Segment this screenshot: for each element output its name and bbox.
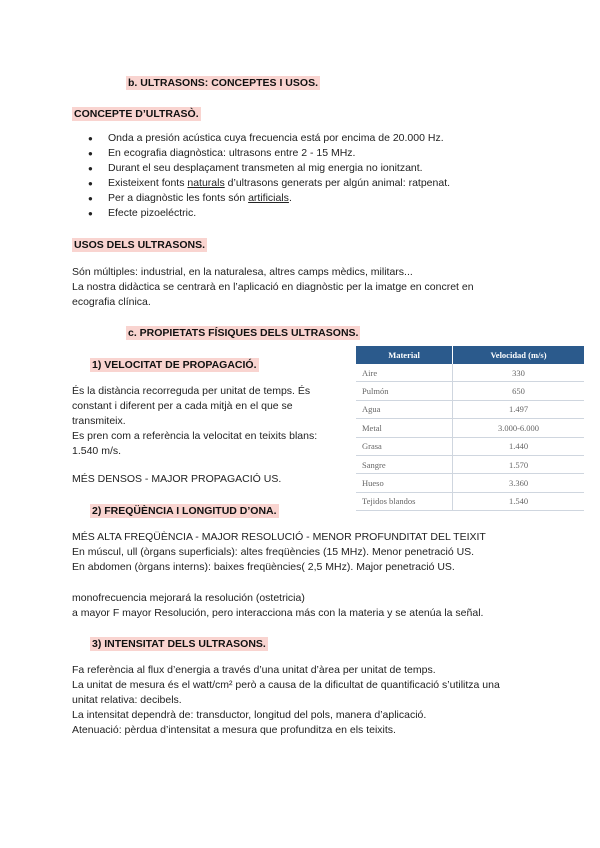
bullet-item — [72, 191, 552, 206]
table-header-row — [356, 346, 584, 364]
naturals-link[interactable]: naturals — [187, 177, 225, 189]
frequencia-line: En abdomen (òrgans interns): baixes freqüències( 2,5 MHz). Major penetració US. — [72, 561, 455, 573]
section-c-title — [126, 323, 360, 341]
bullet-text: . — [288, 192, 292, 204]
section-c-title-text: c. PROPIETATS FÍSIQUES DELS ULTRASONS. — [128, 327, 359, 339]
table-row — [356, 364, 584, 382]
bullet-item — [72, 176, 552, 191]
usos-paragraph — [72, 265, 542, 310]
velocitat-heading-text: 1) VELOCITAT DE PROPAGACIÓ. — [92, 359, 257, 371]
table-cell-material: Agua — [356, 400, 453, 418]
table-row — [356, 419, 584, 437]
table-cell-material: Hueso — [356, 474, 453, 492]
table-cell-material: Grasa — [356, 437, 453, 455]
usos-heading — [72, 235, 207, 253]
table-cell-velocity: 330 — [453, 364, 585, 382]
intensitat-line: unitat relativa: decibels. — [72, 694, 182, 706]
frequencia-line: En múscul, ull (òrgans superficials): altes freqüències (15 MHz). Menor penetració US. — [72, 546, 475, 558]
frequencia-line: MÉS ALTA FREQÜÈNCIA - MAJOR RESOLUCIÓ - MENOR PROFUNDITAT DEL TEIXIT — [72, 531, 486, 543]
table-cell-velocity: 1.570 — [453, 455, 585, 473]
usos-heading-text: USOS DELS ULTRASONS. — [74, 239, 206, 251]
bullet-text: Per a diagnòstic les fonts són — [108, 192, 249, 204]
table-cell-material: Metal — [356, 419, 453, 437]
bullet-text: Existeixent fonts — [108, 177, 188, 189]
table-cell-material: Aire — [356, 364, 453, 382]
intensitat-line: Fa referència al flux d’energia a través d’una unitat d’àrea per unitat de temps. — [72, 664, 436, 676]
table-cell-material: Pulmón — [356, 382, 453, 400]
intensitat-heading — [90, 634, 268, 652]
velocity-table — [356, 346, 584, 511]
usos-line: Són múltiples: industrial, en la naturalesa, altres camps mèdics, militars... — [72, 266, 413, 278]
table-cell-velocity: 1.497 — [453, 400, 585, 418]
velocitat-rule: MÉS DENSOS - MAJOR PROPAGACIÓ US. — [72, 473, 282, 485]
table-cell-velocity: 3.360 — [453, 474, 585, 492]
usos-line: ecografia clínica. — [72, 296, 151, 308]
velocitat-heading — [90, 355, 259, 373]
frequencia-notes — [72, 591, 572, 621]
intensitat-paragraph — [72, 663, 572, 738]
table-row — [356, 455, 584, 473]
frequencia-note-line: monofrecuencia mejorará la resolución (ostetricia) — [72, 592, 305, 604]
table-cell-velocity: 1.540 — [453, 492, 585, 510]
intensitat-line: La intensitat dependrà de: transductor, longitud del pols, manera d’aplicació. — [72, 709, 427, 721]
velocitat-line: constant i diferent per a cada mitjà en el que se — [72, 400, 293, 412]
table-row — [356, 474, 584, 492]
table-header-material: Material — [356, 346, 453, 364]
velocitat-line: És la distància recorreguda per unitat de temps. És — [72, 385, 311, 397]
velocitat-line: 1.540 m/s. — [72, 445, 122, 457]
table-cell-material: Tejidos blandos — [356, 492, 453, 510]
velocitat-paragraph — [72, 384, 352, 459]
table-cell-material: Sangre — [356, 455, 453, 473]
bullet-item: ● Onda a presión acústica cuya frecuencia está por encima de 20.000 Hz. — [72, 131, 552, 146]
artificials-link[interactable]: artificials — [248, 192, 289, 204]
velocitat-line: transmiteix. — [72, 415, 126, 427]
intensitat-heading-text: 3) INTENSITAT DELS ULTRASONS. — [92, 638, 266, 650]
frequencia-paragraph — [72, 530, 572, 575]
table-row — [356, 400, 584, 418]
table-row — [356, 382, 584, 400]
table-cell-velocity: 1.440 — [453, 437, 585, 455]
concepte-bullet-list — [72, 131, 552, 221]
table-header-velocity: Velocidad (m/s) — [453, 346, 585, 364]
table-body — [356, 364, 584, 511]
bullet-text: d’ultrasons generats per algún animal: ratpenat. — [224, 177, 451, 189]
table-cell-velocity: 650 — [453, 382, 585, 400]
bullet-item: ● En ecografia diagnòstica: ultrasons entre 2 - 15 MHz. — [72, 146, 552, 161]
frequencia-heading — [90, 501, 279, 519]
table-cell-velocity: 3.000-6.000 — [453, 419, 585, 437]
usos-line: La nostra didàctica se centrarà en l’aplicació en diagnòstic per la imatge en concret en — [72, 281, 474, 293]
concepte-heading-text: CONCEPTE D’ULTRASÒ. — [74, 108, 199, 120]
table-row — [356, 437, 584, 455]
section-b-title-text: b. ULTRASONS: CONCEPTES I USOS. — [128, 77, 318, 89]
velocitat-line: Es pren com a referència la velocitat en teixits blans: — [72, 430, 318, 442]
bullet-item: ● Efecte pizoeléctric. — [72, 206, 552, 221]
frequencia-note-line: a mayor F mayor Resolución, pero interacciona más con la materia y se atenúa la señal. — [72, 607, 484, 619]
intensitat-line: La unitat de mesura és el watt/cm² però a causa de la dificultat de quantificació s’utilitza una — [72, 679, 500, 691]
table-row — [356, 492, 584, 510]
section-b-title — [126, 73, 320, 91]
concepte-heading — [72, 104, 201, 122]
frequencia-heading-text: 2) FREQÜÈNCIA I LONGITUD D’ONA. — [92, 505, 277, 517]
intensitat-line: Atenuació: pèrdua d’intensitat a mesura que profunditza en els teixits. — [72, 724, 396, 736]
bullet-item: ● Durant el seu desplaçament transmeten al mig energia no ionitzant. — [72, 161, 552, 176]
